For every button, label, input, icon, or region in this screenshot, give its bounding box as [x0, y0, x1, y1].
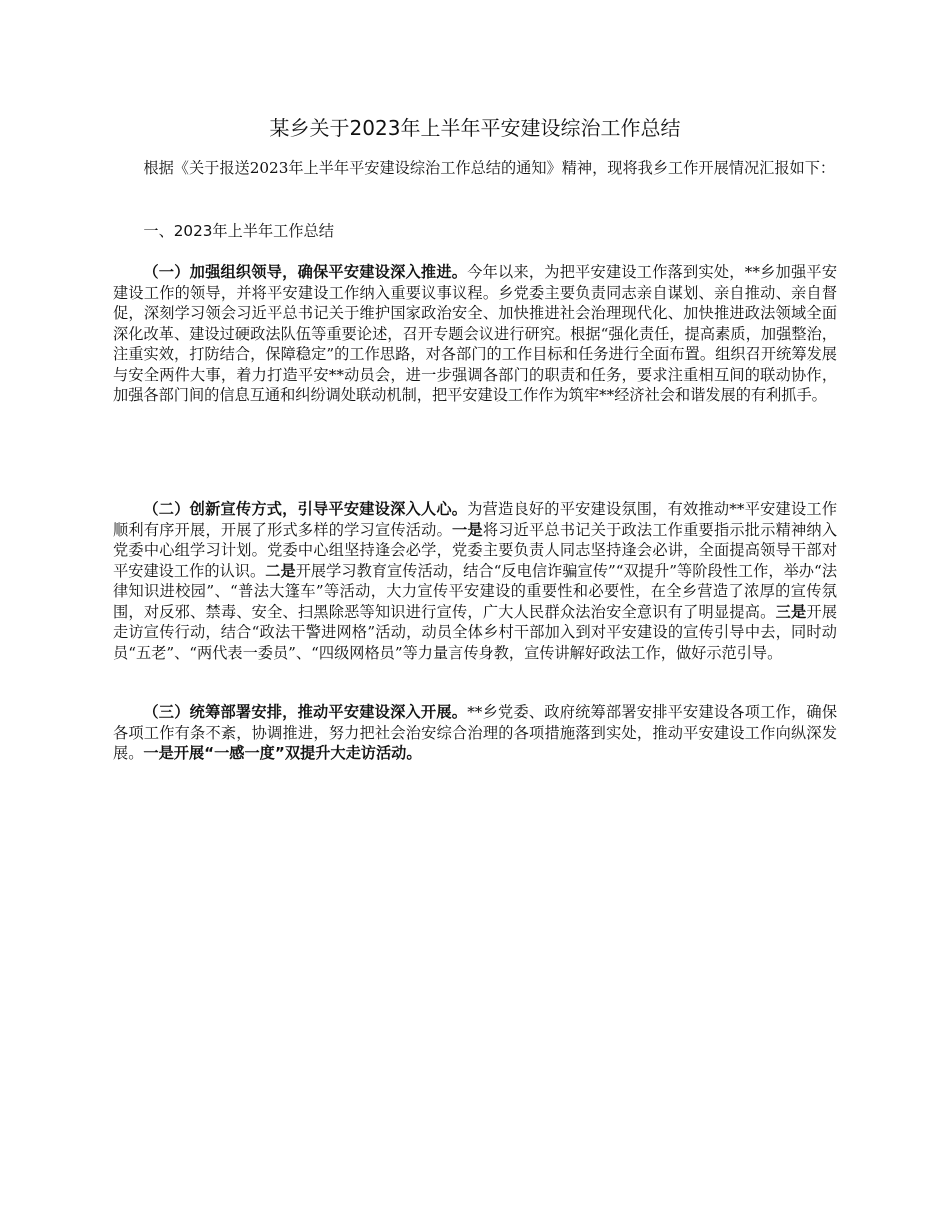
- item-marker: 三是: [775, 602, 807, 621]
- item-marker: 二是: [265, 561, 296, 580]
- intro-paragraph: 根据《关于报送2023年上半年平安建设综治工作总结的通知》精神，现将我乡工作开展情况汇报如下：: [143, 159, 836, 177]
- paragraph-lead: （一）加强组织领导，确保平安建设深入推进。: [143, 263, 468, 281]
- document-title: 某乡关于2023年上半年平安建设综治工作总结: [269, 116, 681, 140]
- paragraph-publicity: [113, 499, 837, 663]
- paragraph-coordination: [113, 702, 837, 764]
- paragraph-tail: 一是开展“一感一度”双提升大走访活动。: [143, 744, 422, 762]
- paragraph-body: 开展学习教育宣传活动，结合“反电信诈骗宣传”“双提升”等阶段性工作，举办“法律知识进校园”、“普法大篷车”等活动，大力宣传平安建设的重要性和必要性，在全乡营造了浓厚的宣传氛围，对反邪、禁毒、安全、扫黑除恶等知识进行宣传，广大人民群众法治安全意识有了明显提高。: [113, 561, 838, 621]
- paragraph-body: 为营造良好的平安建设氛围，有效推动**平安建设工作顺利有序开展，开展了形式多样的学习宣传活动。: [113, 500, 838, 539]
- section-heading: 一、2023年上半年工作总结: [143, 222, 334, 240]
- paragraph-body: 开展走访宣传行动，结合“政法干警进网格”活动，动员全体乡村干部加入到对平安建设的宣传引导中去，同时动员“五老”、“两代表一委员”、“四级网格员”等力量言传身教，宣传讲解好政法工作，做好示范引导。: [113, 602, 838, 662]
- paragraph-body: 今年以来，为把平安建设工作落到实处，**乡加强平安建设工作的领导，并将平安建设工作纳入重要议事议程。乡党委主要负责同志亲自谋划、亲自推动、亲自督促，深刻学习领会习近平总书记关于维护国家政治安全、加快推进社会治理现代化、加快推进政法领域全面深化改革、建设过硬政法队伍等重要论述，召开专题会议进行研究。根据“强化责任，提高素质，加强整治，注重实效，打防结合，保障稳定”的工作思路，对各部门的工作目标和任务进行全面布置。组织召开统筹发展与安全两件大事，着力打造平安**动员会，进一步强调各部门的职责和任务，要求注重相互间的联动协作，加强各部门间的信息互通和纠纷调处联动机制，把平安建设工作作为筑牢**经济社会和谐发展的有利抓手。: [113, 263, 838, 404]
- paragraph-body: 将习近平总书记关于政法工作重要指示批示精神纳入党委中心组学习计划。党委中心组坚持逢会必学，党委主要负责人同志坚持逢会必讲，全面提高领导干部对平安建设工作的认识。: [113, 520, 838, 580]
- paragraph-lead: （二）创新宣传方式，引导平安建设深入人心。: [143, 500, 468, 518]
- item-marker: 一是: [452, 520, 483, 539]
- paragraph-lead: （三）统筹部署安排，推动平安建设深入开展。: [143, 703, 468, 721]
- paragraph-body: **乡党委、政府统筹部署安排平安建设各项工作，确保各项工作有条不紊，协调推进，努力把社会治安综合治理的各项措施落到实处，推动平安建设工作向纵深发展。: [113, 703, 838, 762]
- paragraph-organization: [113, 262, 837, 406]
